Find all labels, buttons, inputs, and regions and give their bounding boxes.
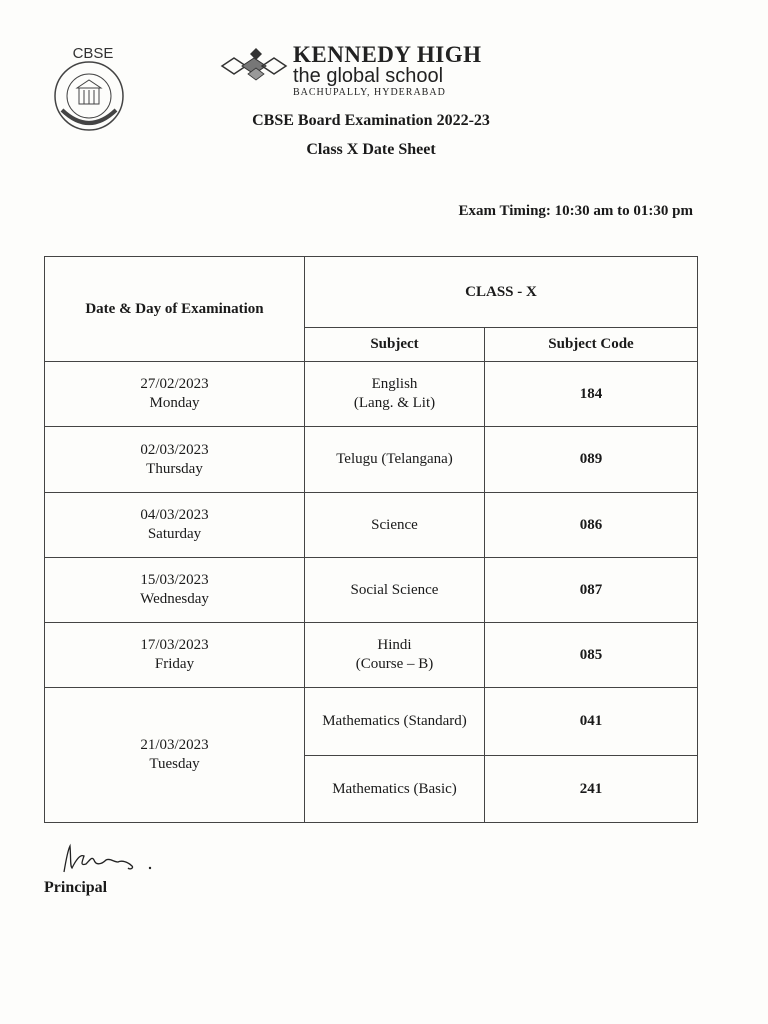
subject-cell: Hindi (Course – B) — [305, 623, 485, 688]
exam-timing: Exam Timing: 10:30 am to 01:30 pm — [458, 203, 693, 219]
subject-cell: Science — [305, 493, 485, 558]
table-row — [45, 688, 698, 756]
subject-cell: Social Science — [305, 558, 485, 623]
school-emblem-icon — [220, 44, 292, 84]
principal-signature — [58, 838, 178, 878]
subject-column-header: Subject — [305, 328, 485, 362]
subject-cell: English (Lang. & Lit) — [305, 362, 485, 427]
date-column-header: Date & Day of Examination — [45, 257, 305, 362]
date-cell: 21/03/2023 Tuesday — [45, 688, 305, 823]
code-cell: 085 — [485, 623, 698, 688]
code-cell: 087 — [485, 558, 698, 623]
code-cell: 089 — [485, 427, 698, 493]
code-cell: 086 — [485, 493, 698, 558]
table-row — [45, 493, 698, 558]
principal-label: Principal — [44, 879, 108, 896]
school-location: BACHUPALLY, HYDERABAD — [293, 87, 446, 98]
date-cell: 17/03/2023 Friday — [45, 623, 305, 688]
exam-title: CBSE Board Examination 2022-23 — [252, 112, 490, 129]
date-cell: 27/02/2023 Monday — [45, 362, 305, 427]
table-row — [45, 623, 698, 688]
date-sheet-title: Class X Date Sheet — [306, 141, 436, 158]
cbse-label: CBSE — [72, 45, 114, 62]
subject-cell: Telugu (Telangana) — [305, 427, 485, 493]
code-cell: 041 — [485, 688, 698, 756]
code-column-header: Subject Code — [485, 328, 698, 362]
date-cell: 15/03/2023 Wednesday — [45, 558, 305, 623]
table-row — [45, 362, 698, 427]
date-cell: 04/03/2023 Saturday — [45, 493, 305, 558]
code-cell: 184 — [485, 362, 698, 427]
subject-cell: Mathematics (Standard) — [305, 688, 485, 756]
school-tagline: the global school — [293, 65, 444, 87]
table-row — [45, 558, 698, 623]
subject-cell: Mathematics (Basic) — [305, 756, 485, 823]
date-sheet-table — [44, 256, 698, 823]
table-row — [45, 427, 698, 493]
code-cell: 241 — [485, 756, 698, 823]
class-header: CLASS - X — [305, 257, 698, 328]
date-cell: 02/03/2023 Thursday — [45, 427, 305, 493]
school-name: KENNEDY HIGH — [293, 42, 482, 67]
